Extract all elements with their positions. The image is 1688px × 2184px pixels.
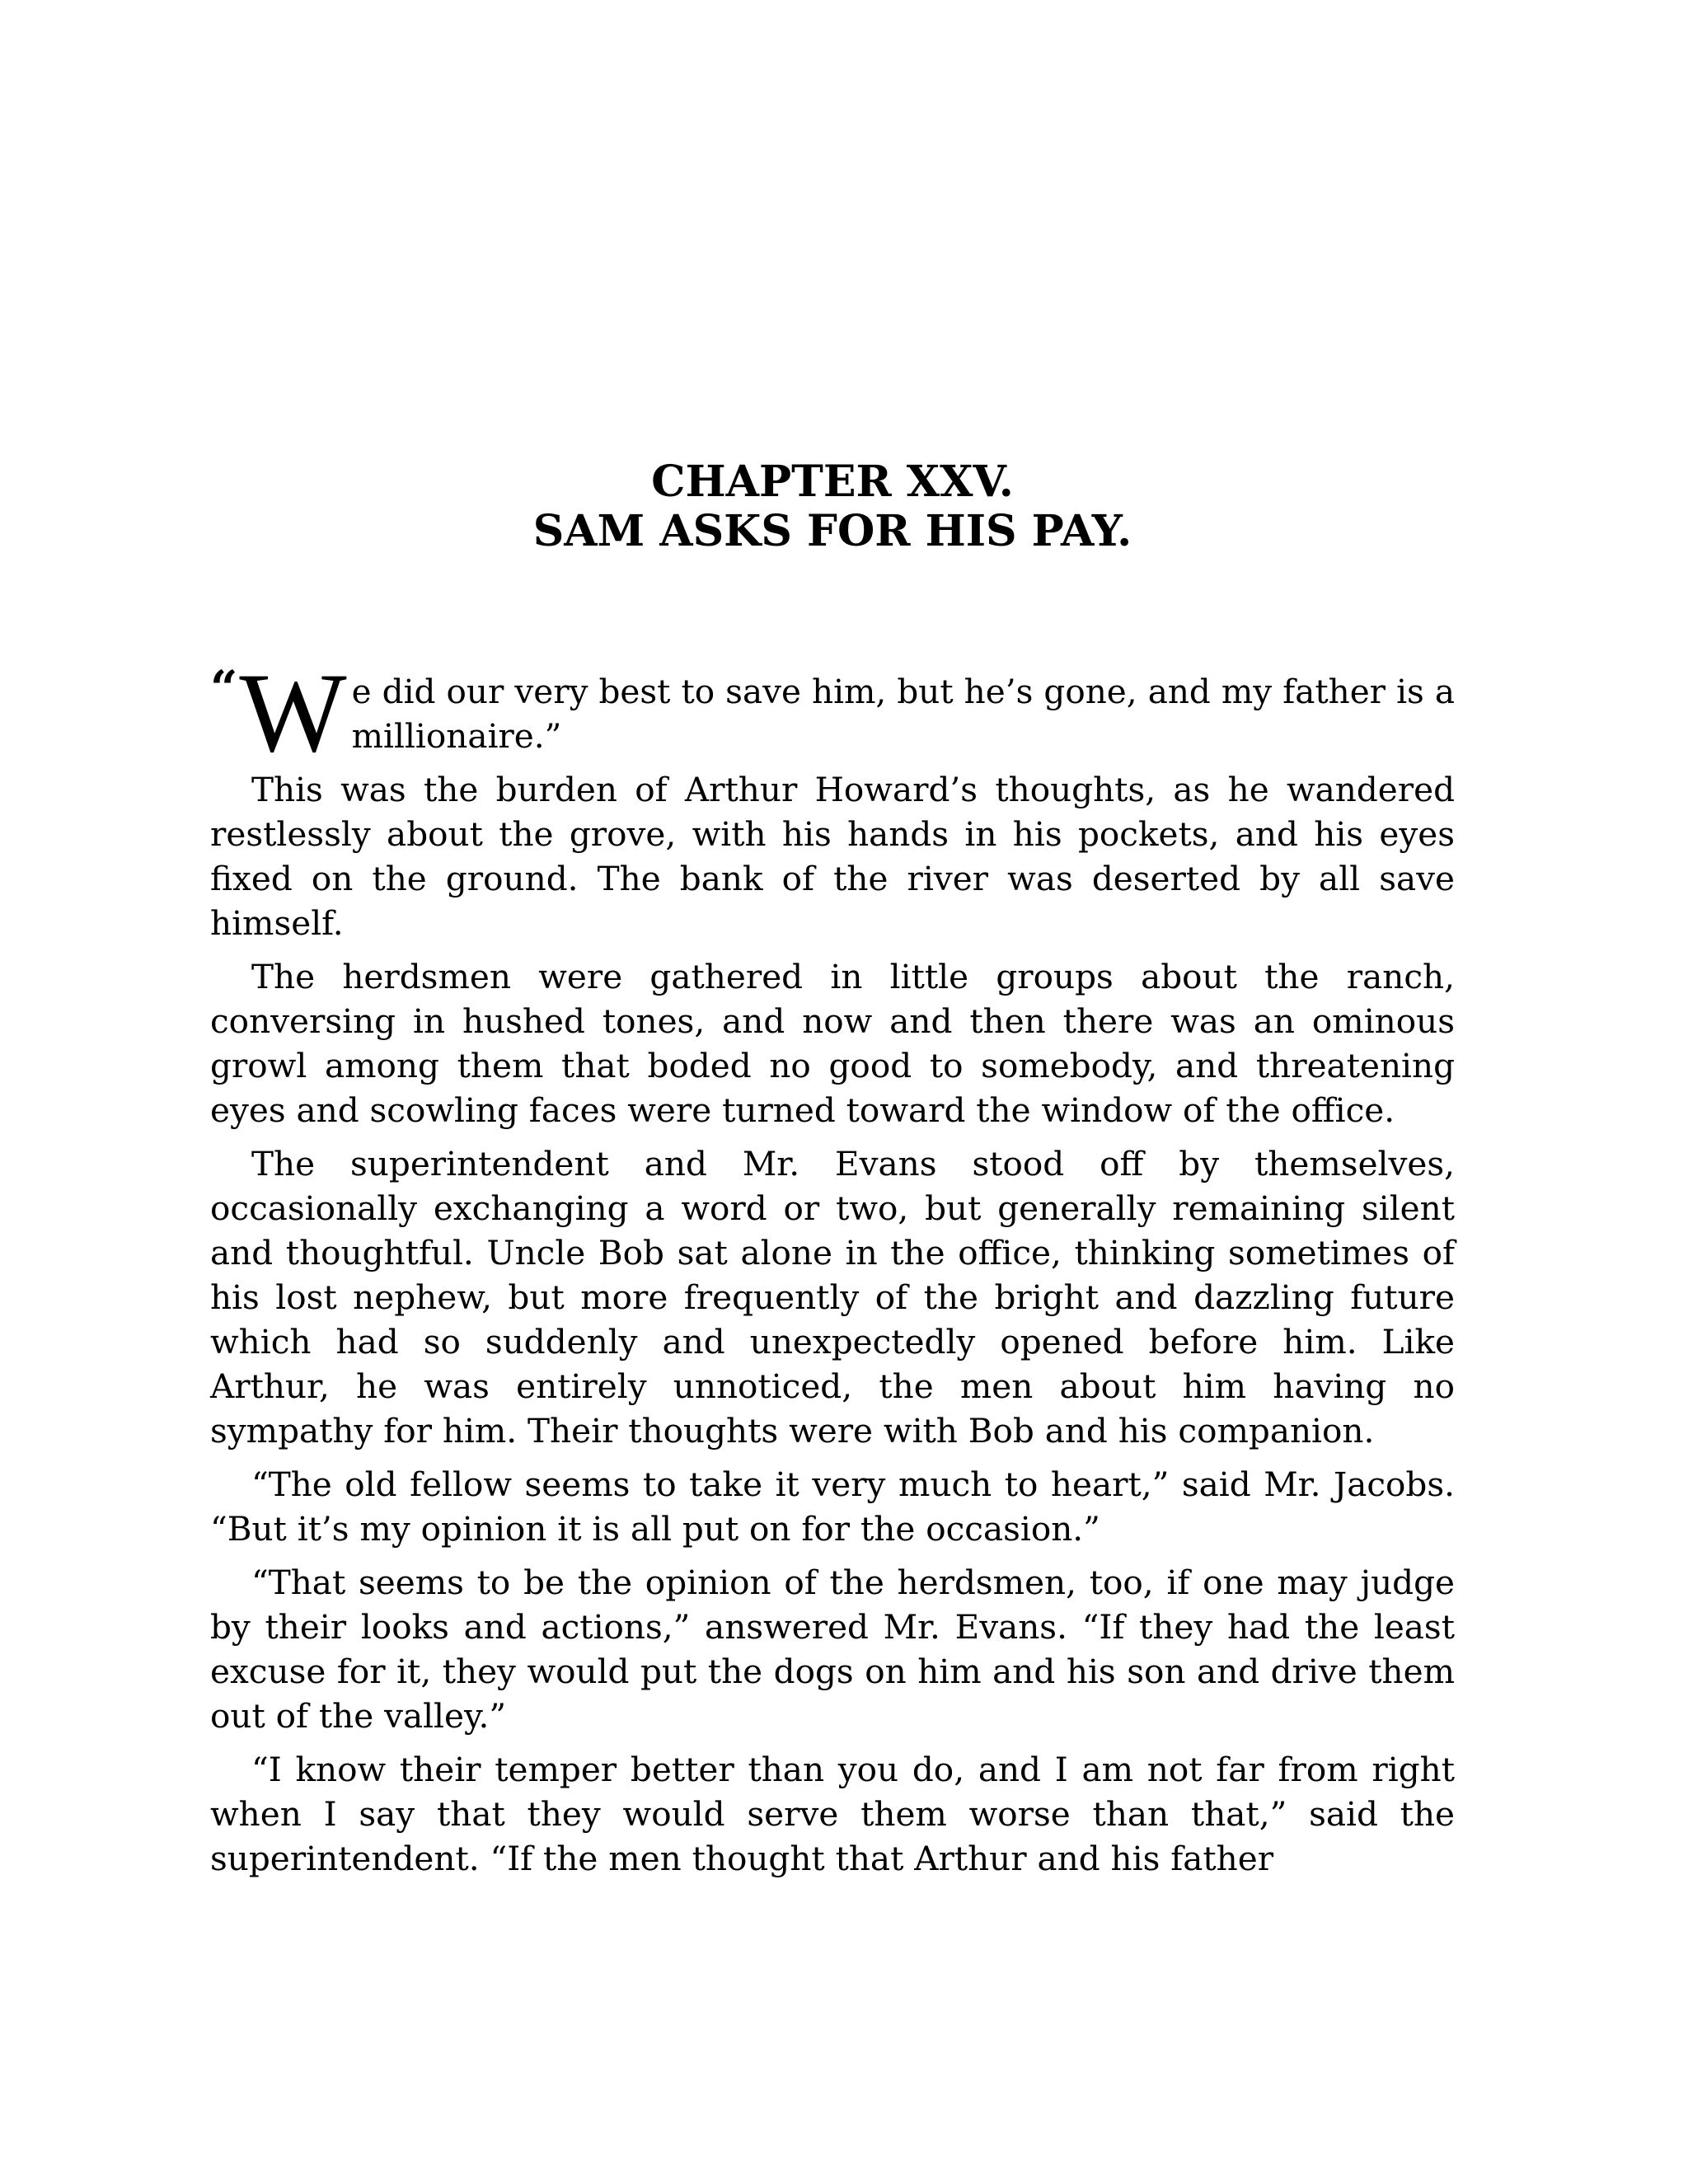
- chapter-body: [210, 649, 1455, 1890]
- paragraph-4: The superintendent and Mr. Evans stood off by themselves, occasionally exchanging a word or two, but generally remaining silent and thoughtful. Uncle Bob sat alone in the office, thinking sometimes of his lost nephew, but more frequently of the bright and dazzling future which had so suddenly and unexpectedly opened before him. Like Arthur, he was entirely unnoticed, the men about him having no sympathy for him. Their thoughts were with Bob and his companion.: [210, 1144, 1455, 1451]
- paragraph-1: [210, 649, 1455, 776]
- paragraph-2: This was the burden of Arthur Howard’s thoughts, as he wandered restlessly about the grove, with his hands in his pockets, and his eyes fixed on the ground. The bank of the river was deserted by all save himself.: [210, 770, 1455, 943]
- paragraph-3: The herdsmen were gathered in little groups about the ranch, conversing in hushed tones, and now and then there was an ominous growl among them that boded no good to somebody, and threatening eyes and scowling faces were turned toward the window of the office.: [210, 957, 1455, 1130]
- drop-cap-quote: “: [210, 660, 238, 716]
- paragraph-1-text: e did our very best to save him, but he’s gone, and my father is a millionaire.”: [351, 672, 1455, 756]
- paragraph-5: “The old fellow seems to take it very much to heart,” said Mr. Jacobs. “But it’s my opinion it is all put on for the occasion.”: [210, 1465, 1455, 1549]
- chapter-number: CHAPTER XXV.: [651, 457, 1014, 507]
- paragraph-6: “That seems to be the opinion of the herdsmen, too, if one may judge by their looks and actions,” answered Mr. Evans. “If they had the least excuse for it, they would put the dogs on him and his son and drive them out of the valley.”: [210, 1563, 1455, 1736]
- chapter-title: SAM ASKS FOR HIS PAY.: [532, 506, 1132, 556]
- drop-cap-letter: W: [239, 649, 347, 776]
- drop-cap: [210, 649, 347, 776]
- paragraph-7: “I know their temper better than you do, and I am not far from right when I say that they would serve them worse than that,” said the superintendent. “If the men thought that Arthur and his father: [210, 1750, 1455, 1878]
- chapter-heading: [210, 457, 1455, 556]
